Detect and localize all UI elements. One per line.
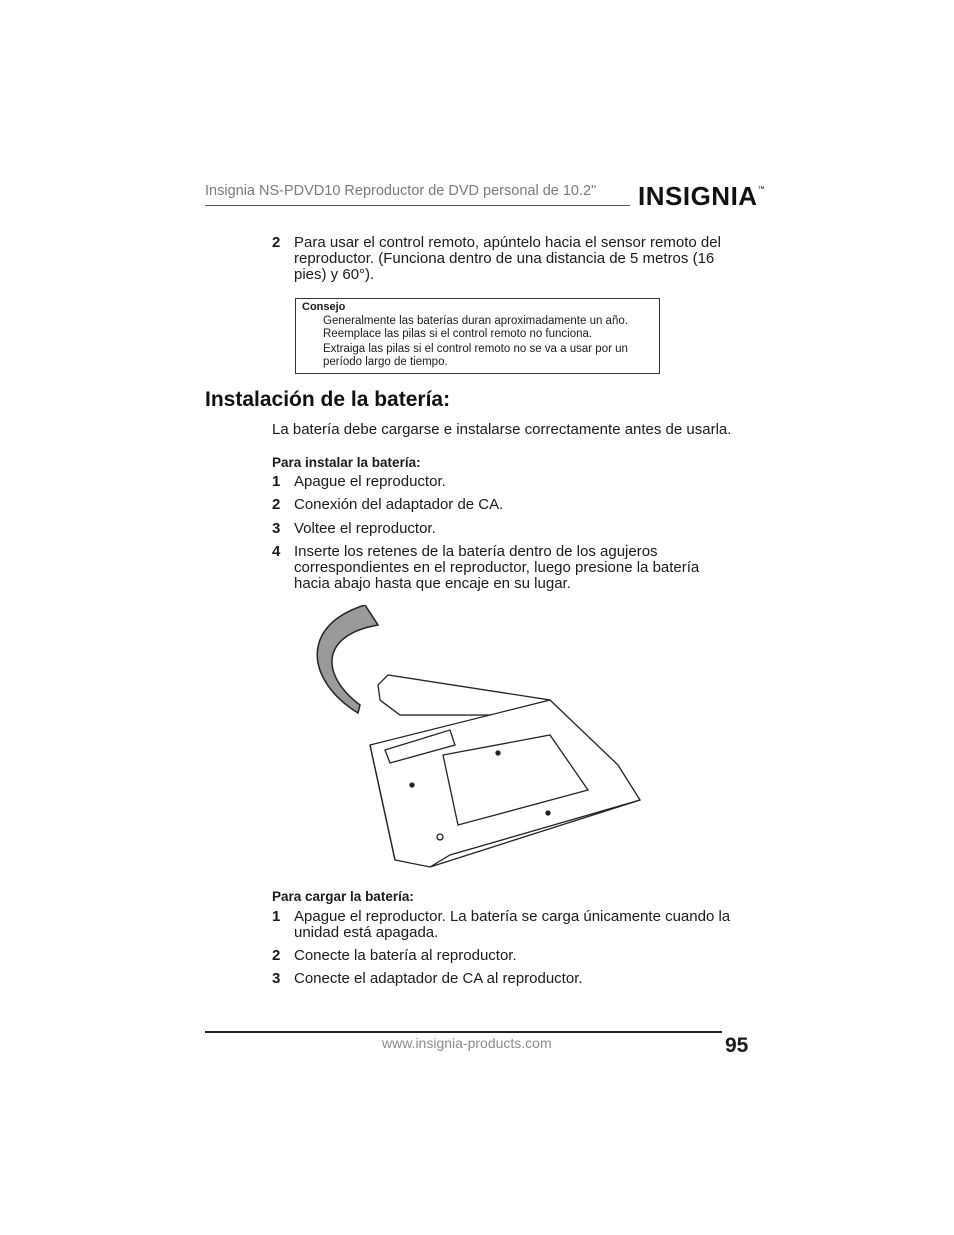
header-title: Insignia NS-PDVD10 Reproductor de DVD personal de 10.2" <box>205 183 597 199</box>
step-number: 2 <box>272 234 281 251</box>
step-number: 2 <box>272 496 281 513</box>
step-text: Para usar el control remoto, apúntelo hacia el sensor remoto del reproductor. (Funciona dentro de una distancia de 5 metros (16 pies) y 60°). <box>294 234 721 283</box>
footer-rule <box>205 1031 722 1033</box>
tip-line: período largo de tiempo. <box>323 356 448 368</box>
step-text: Conecte el adaptador de CA al reproductor. <box>294 970 583 987</box>
step-number: 1 <box>272 473 281 490</box>
tip-line: Extraiga las pilas si el control remoto no se va a usar por un <box>323 343 628 355</box>
dvd-player-icon <box>370 700 640 867</box>
tip-box <box>295 298 660 374</box>
section-title: Instalación de la batería: <box>205 388 451 411</box>
page-number: 95 <box>725 1034 749 1057</box>
tip-label: Consejo <box>302 301 346 313</box>
tip-line: Reemplace las pilas si el control remoto no funciona. <box>323 328 593 340</box>
step-number: 1 <box>272 908 281 925</box>
step-text: Conecte la batería al reproductor. <box>294 947 517 964</box>
header-rule <box>205 205 630 206</box>
step-number: 3 <box>272 520 281 537</box>
step-number: 3 <box>272 970 281 987</box>
tip-line: Generalmente las baterías duran aproximadamente un año. <box>323 315 628 327</box>
step-text: Apague el reproductor. La batería se carga únicamente cuando la unidad está apagada. <box>294 908 731 941</box>
section-intro: La batería debe cargarse e instalarse correctamente antes de usarla. <box>272 421 732 438</box>
step-text: Voltee el reproductor. <box>294 520 436 537</box>
step-number: 4 <box>272 543 281 560</box>
insignia-logo <box>638 181 765 212</box>
step-text: Inserte los retenes de la batería dentro de los agujeros correspondientes en el reproductor, luego presione la batería hacia abajo hasta que encaje en su lugar. <box>294 543 700 592</box>
battery-installation-illustration <box>300 605 645 880</box>
step-number: 2 <box>272 947 281 964</box>
step-text: Conexión del adaptador de CA. <box>294 496 504 513</box>
step-text: Apague el reproductor. <box>294 473 446 490</box>
logo-trademark: ™ <box>757 186 766 194</box>
logo-text: INSIGNIA <box>638 181 758 211</box>
footer-url: www.insignia-products.com <box>382 1035 552 1051</box>
flip-arrow-icon <box>317 605 378 713</box>
charge-heading: Para cargar la batería: <box>272 889 414 904</box>
install-heading: Para instalar la batería: <box>272 455 421 470</box>
